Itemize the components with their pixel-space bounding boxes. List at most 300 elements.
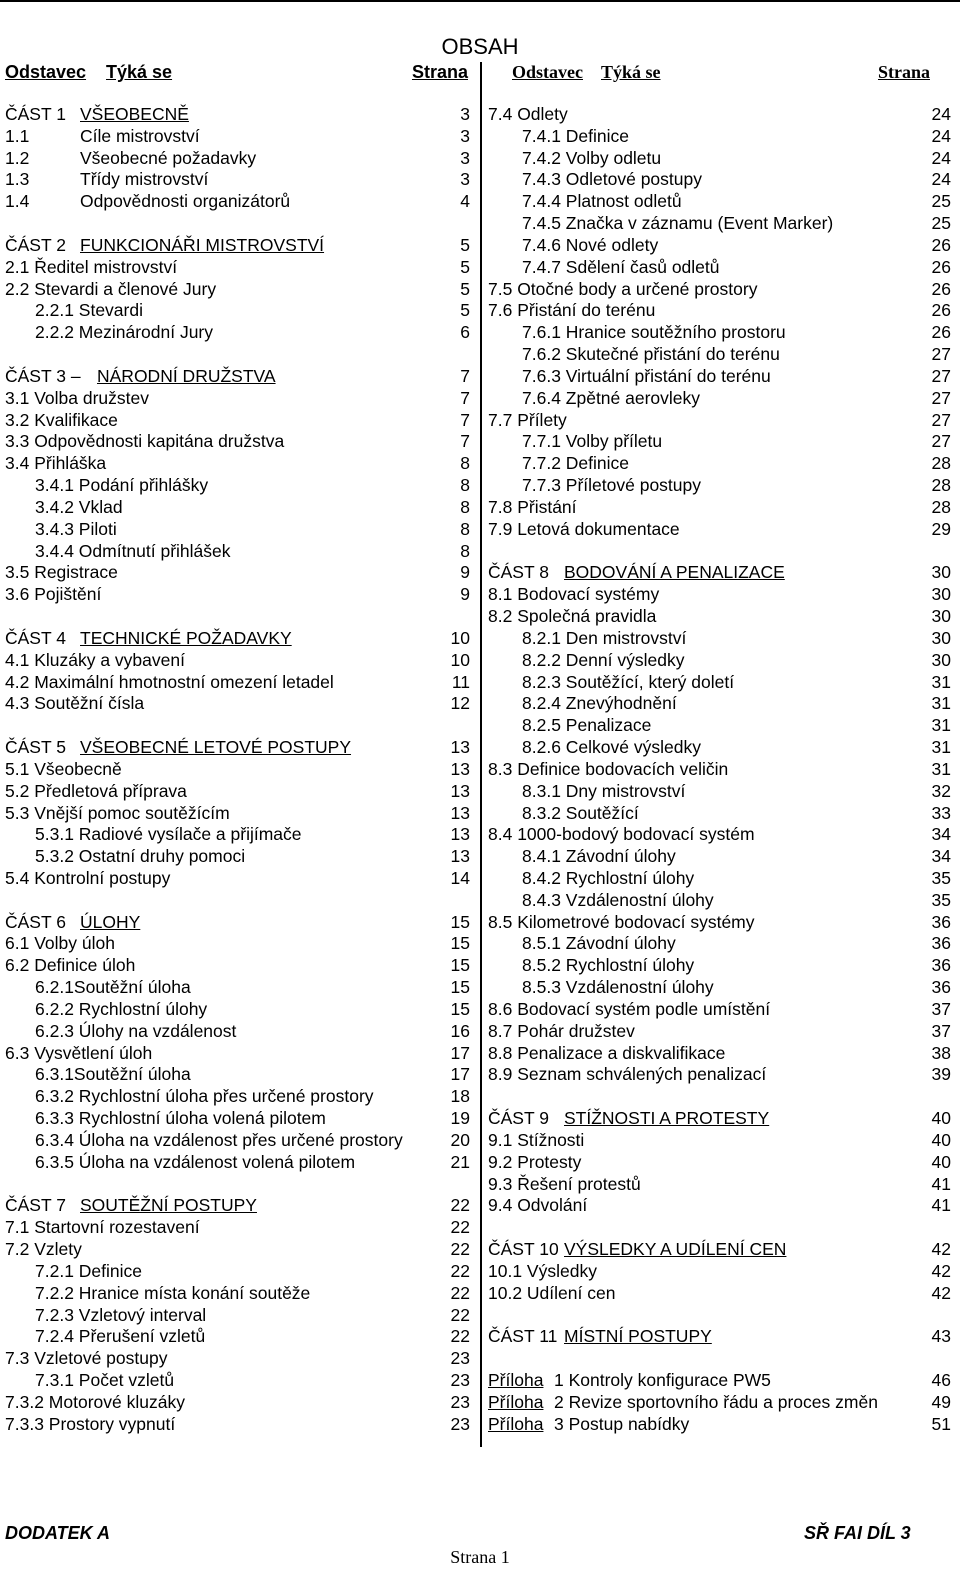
- toc-row: [5, 977, 470, 999]
- page-number: 13: [450, 802, 470, 823]
- toc-part-row: [488, 1108, 951, 1130]
- toc-row: [488, 1283, 951, 1305]
- entry-title: Všeobecné požadavky: [80, 147, 257, 168]
- page-number: 39: [931, 1064, 951, 1085]
- toc-row: [5, 1021, 470, 1043]
- page-number: 11: [451, 671, 470, 692]
- page-number: 7: [460, 409, 470, 430]
- page-number: 22: [450, 1217, 470, 1238]
- page-number: 5: [460, 234, 470, 255]
- page-number: 42: [931, 1239, 951, 1260]
- toc-row: [5, 541, 470, 563]
- page-number: 22: [450, 1304, 470, 1325]
- toc-row: [5, 693, 470, 715]
- toc-row: [488, 475, 951, 497]
- page-number: 10: [450, 627, 470, 648]
- entry-title: 5.3 Vnější pomoc soutěžícím: [5, 802, 230, 823]
- toc-row: [5, 1261, 470, 1283]
- toc-row: [488, 497, 951, 519]
- page-number: 41: [931, 1195, 951, 1216]
- page-number: 13: [450, 824, 470, 845]
- toc-row: [5, 955, 470, 977]
- toc-row: [5, 497, 470, 519]
- header-odstavec: Odstavec: [5, 62, 87, 82]
- entry-title: 3.4.2 Vklad: [35, 496, 123, 517]
- toc-row: [488, 628, 951, 650]
- entry-number: 1.4: [5, 191, 30, 212]
- toc-row: [5, 1305, 470, 1327]
- toc-row: [488, 322, 951, 344]
- toc-row: [488, 999, 951, 1021]
- entry-title: 8.8 Penalizace a diskvalifikace: [488, 1042, 726, 1063]
- page-number: 8: [460, 540, 470, 561]
- toc-row: [5, 1326, 470, 1348]
- entry-title: 7.4.3 Odletové postupy: [522, 169, 702, 190]
- entry-title: 5.2 Předletová příprava: [5, 780, 187, 801]
- header-tyka-se: Týká se: [106, 62, 173, 82]
- toc-row: [488, 650, 951, 672]
- entry-title: 6.3.2 Rychlostní úloha přes určené prostory: [35, 1086, 374, 1107]
- entry-title: 7.2.3 Vzletový interval: [35, 1304, 207, 1325]
- toc-row: [5, 257, 470, 279]
- entry-title: 8.2.5 Penalizace: [522, 715, 652, 736]
- entry-title: 8.2.3 Soutěžící, který doletí: [522, 671, 735, 692]
- toc-row: [5, 1239, 470, 1261]
- toc-row: [488, 366, 951, 388]
- entry-title: 7.4.7 Sdělení časů odletů: [522, 256, 720, 277]
- page-number: 15: [450, 933, 470, 954]
- toc-row: [5, 431, 470, 453]
- toc-row: [488, 606, 951, 628]
- page-number: 24: [931, 169, 951, 190]
- page-number: 19: [450, 1108, 470, 1129]
- part-number: ČÁST 8: [488, 562, 549, 583]
- entry-title: 3.6 Pojištění: [5, 584, 102, 605]
- page-number: 3: [460, 147, 470, 168]
- entry-title: 2.2.1 Stevardi: [35, 300, 143, 321]
- entry-title: 3.4.3 Piloti: [35, 518, 117, 539]
- entry-title: 7.4 Odlety: [488, 104, 568, 124]
- page-number: 26: [931, 300, 951, 321]
- page-number: 35: [931, 867, 951, 888]
- page-number: 14: [450, 867, 470, 888]
- page-number: 13: [450, 758, 470, 779]
- page-number: 17: [450, 1042, 470, 1063]
- toc-row: [488, 410, 951, 432]
- page-number: 13: [450, 780, 470, 801]
- entry-title: 7.4.1 Definice: [522, 125, 630, 146]
- entry-title: 6.2.2 Rychlostní úlohy: [35, 998, 208, 1019]
- page-number: 36: [931, 977, 951, 998]
- toc-part-row: [5, 235, 470, 257]
- toc-row: [5, 933, 470, 955]
- toc-row: [488, 584, 951, 606]
- part-number: ČÁST 2: [5, 234, 66, 255]
- toc-row: [488, 890, 951, 912]
- page-number: 41: [931, 1173, 951, 1194]
- toc-row: [488, 1130, 951, 1152]
- page-number: 13: [450, 846, 470, 867]
- toc-row: [5, 148, 470, 170]
- page-number: 37: [931, 998, 951, 1019]
- page-number: 23: [450, 1348, 470, 1369]
- part-number: ČÁST 11: [488, 1326, 558, 1347]
- toc-row: [488, 431, 951, 453]
- entry-title: 6.3.4 Úloha na vzdálenost přes určené prostory: [35, 1129, 403, 1150]
- blank-row: [5, 213, 470, 235]
- toc-row: [488, 388, 951, 410]
- page-number: 40: [931, 1151, 951, 1172]
- entry-title: 7.3.3 Prostory vypnutí: [5, 1413, 176, 1434]
- entry-title: 7.7.1 Volby příletu: [522, 431, 663, 452]
- page-number: 40: [931, 1129, 951, 1150]
- entry-title: 3.4 Přihláška: [5, 453, 107, 474]
- page-number: 28: [931, 453, 951, 474]
- entry-title: 8.7 Pohár družstev: [488, 1020, 635, 1041]
- page-number: 38: [931, 1042, 951, 1063]
- toc-row: [5, 562, 470, 584]
- page-number: 16: [450, 1020, 470, 1041]
- entry-title: 6.3.1Soutěžní úloha: [35, 1064, 191, 1085]
- toc-row: [488, 737, 951, 759]
- page-number: 33: [931, 802, 951, 823]
- entry-title: 8.2.1 Den mistrovství: [522, 627, 687, 648]
- toc-row: [488, 148, 951, 170]
- page-number: 26: [931, 256, 951, 277]
- page-number: 32: [931, 780, 951, 801]
- toc-row: [488, 693, 951, 715]
- toc-row: [488, 1021, 951, 1043]
- toc-row: [5, 1392, 470, 1414]
- entry-title: 7.6.1 Hranice soutěžního prostoru: [522, 322, 786, 343]
- page-number: 8: [460, 518, 470, 539]
- toc-row: [488, 1195, 951, 1217]
- toc-row: [5, 191, 470, 213]
- blank-row: [5, 606, 470, 628]
- entry-title: 7.4.4 Platnost odletů: [522, 191, 682, 212]
- toc-row: [5, 584, 470, 606]
- toc-row: [5, 126, 470, 148]
- toc-part-row: [5, 1195, 470, 1217]
- entry-title: 3.1 Volba družstev: [5, 387, 149, 408]
- blank-row: [488, 541, 951, 563]
- entry-title: 1 Kontroly konfigurace PW5: [554, 1370, 771, 1391]
- toc-row: [488, 868, 951, 890]
- page-number: 27: [931, 431, 951, 452]
- page-number: 8: [460, 496, 470, 517]
- toc-row: [5, 519, 470, 541]
- toc-part-row: [5, 628, 470, 650]
- toc-row: [488, 781, 951, 803]
- toc-row: [5, 1217, 470, 1239]
- toc-row: [488, 977, 951, 999]
- entry-title: 8.2.6 Celkové výsledky: [522, 737, 701, 758]
- footer-left: DODATEK A: [5, 1523, 110, 1543]
- column-divider: [480, 62, 482, 1447]
- entry-title: 2.2.2 Mezinárodní Jury: [35, 322, 214, 343]
- entry-title: 7.6.3 Virtuální přistání do terénu: [522, 365, 771, 386]
- toc-row: [5, 1152, 470, 1174]
- toc-row: [5, 322, 470, 344]
- blank-row: [488, 1086, 951, 1108]
- entry-title: 3.4.1 Podání přihlášky: [35, 475, 209, 496]
- page-number: 27: [931, 365, 951, 386]
- part-number: ČÁST 7: [5, 1195, 66, 1216]
- entry-title: Odpovědnosti organizátorů: [80, 191, 291, 212]
- entry-title: 7.8 Přistání: [488, 496, 577, 517]
- entry-title: FUNKCIONÁŘI MISTROVSTVÍ: [80, 234, 325, 255]
- header-tyka-se: Týká se: [601, 62, 661, 82]
- toc-row: [5, 1130, 470, 1152]
- footer-right: SŘ FAI DÍL 3: [804, 1523, 911, 1543]
- toc-row: [488, 1043, 951, 1065]
- entry-title: 3 Postup nabídky: [554, 1413, 690, 1434]
- page-number: 23: [450, 1370, 470, 1391]
- appendix-label: Příloha: [488, 1413, 544, 1434]
- page-number: 31: [931, 715, 951, 736]
- entry-title: 8.2.4 Znevýhodnění: [522, 693, 677, 714]
- entry-title: 9.1 Stížnosti: [488, 1129, 585, 1150]
- entry-title: 8.3.2 Soutěžící: [522, 802, 639, 823]
- page-number: 18: [450, 1086, 470, 1107]
- entry-title: 8.2 Společná pravidla: [488, 606, 657, 627]
- header-strana: Strana: [411, 62, 468, 82]
- toc-row: [5, 672, 470, 694]
- entry-number: 1.2: [5, 147, 30, 168]
- entry-title: 8.2.2 Denní výsledky: [522, 649, 685, 670]
- part-number: ČÁST 1: [5, 104, 66, 124]
- page-number: 26: [931, 234, 951, 255]
- entry-title: TECHNICKÉ POŽADAVKY: [80, 627, 292, 648]
- entry-title: 5.1 Všeobecně: [5, 758, 122, 779]
- toc-row: [5, 759, 470, 781]
- blank-row: [5, 344, 470, 366]
- page-number: 36: [931, 955, 951, 976]
- page-number: 34: [931, 824, 951, 845]
- entry-title: 5.3.1 Radiové vysílače a přijímače: [35, 824, 302, 845]
- entry-title: 7.9 Letová dokumentace: [488, 518, 680, 539]
- part-number: ČÁST 3 –: [5, 365, 81, 386]
- toc-row: [5, 650, 470, 672]
- page-number: 30: [931, 584, 951, 605]
- page-number: 30: [931, 606, 951, 627]
- page-number: 29: [931, 518, 951, 539]
- toc-row: [488, 759, 951, 781]
- entry-title: 8.6 Bodovací systém podle umístění: [488, 998, 771, 1019]
- entry-title: STÍŽNOSTI A PROTESTY: [564, 1108, 770, 1129]
- toc-row: [488, 126, 951, 148]
- toc-row: [488, 803, 951, 825]
- entry-title: 10.1 Výsledky: [488, 1260, 597, 1281]
- toc-row: [488, 1064, 951, 1086]
- page-number: 12: [450, 693, 470, 714]
- entry-title: 6.3.3 Rychlostní úloha volená pilotem: [35, 1108, 326, 1129]
- toc-row: [5, 1064, 470, 1086]
- toc-row: [488, 672, 951, 694]
- entry-title: 7.2.2 Hranice místa konání soutěže: [35, 1282, 311, 1303]
- toc-row: [5, 169, 470, 191]
- page-number: 24: [931, 147, 951, 168]
- toc-row: [488, 300, 951, 322]
- entry-title: 7.5 Otočné body a určené prostory: [488, 278, 758, 299]
- page-number: 7: [460, 365, 470, 386]
- entry-title: 5.4 Kontrolní postupy: [5, 867, 171, 888]
- toc-part-row: [488, 562, 951, 584]
- toc-row: [5, 824, 470, 846]
- page-number: 22: [450, 1326, 470, 1347]
- page-number: 28: [931, 496, 951, 517]
- page-number: 22: [450, 1260, 470, 1281]
- toc-row: [488, 824, 951, 846]
- entry-title: 8.3 Definice bodovacích veličin: [488, 758, 729, 779]
- page-number: 3: [460, 169, 470, 190]
- page-number: 37: [931, 1020, 951, 1041]
- page-number: Strana 1: [450, 1547, 510, 1567]
- page-number: 23: [450, 1413, 470, 1434]
- page-number: 42: [931, 1260, 951, 1281]
- page-number: 40: [931, 1108, 951, 1129]
- page-number: 5: [460, 256, 470, 277]
- entry-title: 8.4 1000-bodový bodovací systém: [488, 824, 755, 845]
- page-number: 31: [931, 737, 951, 758]
- part-number: ČÁST 5: [5, 737, 66, 758]
- toc-row: [488, 1174, 951, 1196]
- page-number: 17: [450, 1064, 470, 1085]
- entry-title: 7.7 Přílety: [488, 409, 567, 430]
- page-number: 15: [450, 955, 470, 976]
- entry-title: 3.2 Kvalifikace: [5, 409, 118, 430]
- toc-row: [5, 279, 470, 301]
- page-number: 7: [460, 431, 470, 452]
- header-strana: Strana: [877, 62, 930, 82]
- part-number: ČÁST 4: [5, 627, 66, 648]
- page-number: 10: [450, 649, 470, 670]
- toc-right-column: [488, 104, 951, 1436]
- entry-title: 4.2 Maximální hmotnostní omezení letadel: [5, 671, 334, 692]
- entry-title: 2.1 Ředitel mistrovství: [5, 256, 178, 277]
- entry-title: 3.3 Odpovědnosti kapitána družstva: [5, 431, 285, 452]
- entry-number: 1.3: [5, 169, 30, 190]
- entry-title: VŠEOBECNÉ LETOVÉ POSTUPY: [80, 737, 352, 758]
- page-number: 8: [460, 453, 470, 474]
- entry-title: NÁRODNÍ DRUŽSTVA: [97, 365, 276, 386]
- entry-title: 2 Revize sportovního řádu a proces změn: [554, 1391, 878, 1412]
- entry-title: 7.7.3 Příletové postupy: [522, 475, 701, 496]
- page-number: 5: [460, 300, 470, 321]
- toc-row: [488, 1152, 951, 1174]
- page-number: 24: [931, 125, 951, 146]
- toc-part-row: [5, 737, 470, 759]
- entry-title: 8.4.3 Vzdálenostní úlohy: [522, 889, 714, 910]
- page-number: 4: [460, 191, 470, 212]
- toc-row: [5, 1370, 470, 1392]
- page-number: 25: [931, 191, 951, 212]
- top-rule: [0, 0, 960, 2]
- page-number: 22: [450, 1239, 470, 1260]
- toc-row: [488, 235, 951, 257]
- toc-row: [488, 453, 951, 475]
- entry-title: 7.3 Vzletové postupy: [5, 1348, 168, 1369]
- toc-row: [488, 104, 951, 126]
- entry-title: 7.2.4 Přerušení vzletů: [35, 1326, 206, 1347]
- toc-row: [5, 803, 470, 825]
- page-number: 15: [450, 911, 470, 932]
- page-number: 20: [450, 1129, 470, 1150]
- page-number: 30: [931, 649, 951, 670]
- left-column-header: [5, 62, 468, 84]
- page-number: 26: [931, 278, 951, 299]
- toc-row: [5, 868, 470, 890]
- page-number: 27: [931, 344, 951, 365]
- toc-row: [488, 955, 951, 977]
- toc-row: [488, 191, 951, 213]
- entry-title: 8.3.1 Dny mistrovství: [522, 780, 686, 801]
- toc-row: [5, 1086, 470, 1108]
- toc-row: [5, 1414, 470, 1436]
- entry-title: 6.2.3 Úlohy na vzdálenost: [35, 1020, 237, 1041]
- entry-title: 8.1 Bodovací systémy: [488, 584, 660, 605]
- entry-title: 7.4.5 Značka v záznamu (Event Marker): [522, 213, 834, 234]
- page-number: 15: [450, 977, 470, 998]
- toc-row: [5, 1108, 470, 1130]
- entry-title: 7.6 Přistání do terénu: [488, 300, 656, 321]
- toc-part-row: [5, 912, 470, 934]
- part-number: ČÁST 9: [488, 1108, 549, 1129]
- appendix-label: Příloha: [488, 1370, 544, 1391]
- page-number: 27: [931, 409, 951, 430]
- page-number: 3: [460, 104, 470, 124]
- page-number: 22: [450, 1282, 470, 1303]
- page-number: 27: [931, 387, 951, 408]
- entry-title: 7.4.6 Nové odlety: [522, 234, 659, 255]
- entry-title: 8.5 Kilometrové bodovací systémy: [488, 911, 755, 932]
- entry-title: 7.4.2 Volby odletu: [522, 147, 662, 168]
- page-number: 8: [460, 475, 470, 496]
- entry-title: 8.5.2 Rychlostní úlohy: [522, 955, 695, 976]
- page-number: 9: [460, 562, 470, 583]
- entry-title: ÚLOHY: [80, 911, 141, 932]
- toc-row: [5, 1043, 470, 1065]
- toc-row: [488, 257, 951, 279]
- toc-appendix-row: [488, 1392, 951, 1414]
- toc-row: [488, 912, 951, 934]
- page-number: 22: [450, 1195, 470, 1216]
- entry-title: 6.2.1Soutěžní úloha: [35, 977, 191, 998]
- entry-title: 6.2 Definice úloh: [5, 955, 136, 976]
- entry-title: 4.1 Kluzáky a vybavení: [5, 649, 185, 670]
- toc-row: [488, 169, 951, 191]
- blank-row: [488, 1348, 951, 1370]
- page-number: 31: [931, 671, 951, 692]
- page-number: 28: [931, 475, 951, 496]
- page-number: 36: [931, 933, 951, 954]
- toc-row: [488, 519, 951, 541]
- page-number: 36: [931, 911, 951, 932]
- toc-row: [5, 410, 470, 432]
- entry-title: 7.3.2 Motorové kluzáky: [5, 1391, 185, 1412]
- page-number: 21: [450, 1151, 470, 1172]
- entry-title: 9.3 Řešení protestů: [488, 1173, 641, 1194]
- toc-left-column: [5, 104, 470, 1436]
- entry-title: 2.2 Stevardi a členové Jury: [5, 278, 217, 299]
- page-number: 31: [931, 758, 951, 779]
- part-number: ČÁST 6: [5, 911, 66, 932]
- toc-appendix-row: [488, 1370, 951, 1392]
- entry-title: 5.3.2 Ostatní druhy pomoci: [35, 846, 246, 867]
- toc-part-row: [488, 1326, 951, 1348]
- appendix-label: Příloha: [488, 1391, 544, 1412]
- page-number: 25: [931, 213, 951, 234]
